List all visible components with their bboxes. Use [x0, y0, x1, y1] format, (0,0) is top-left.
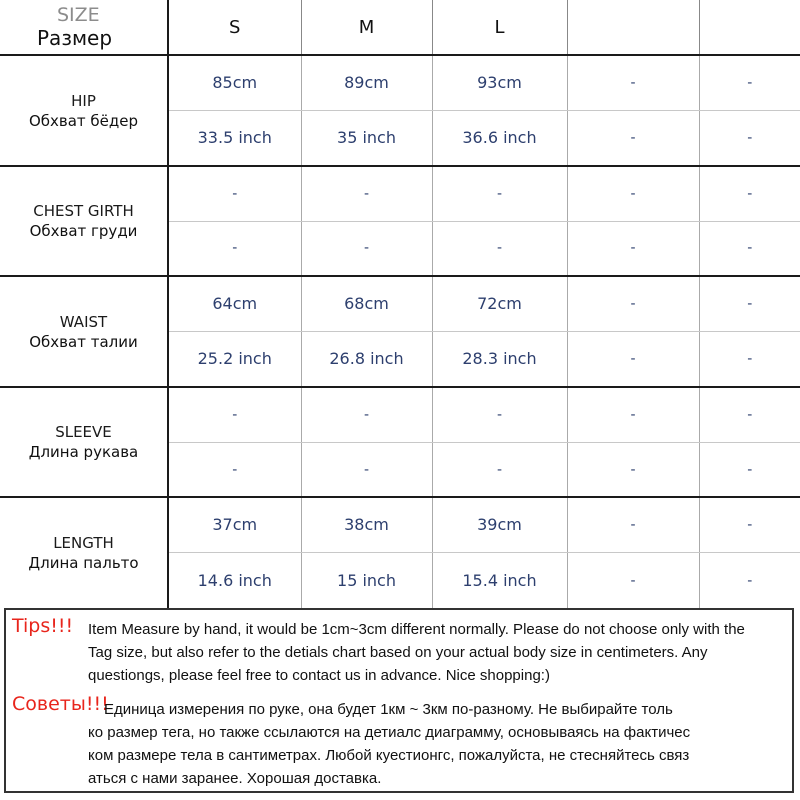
- measurement-label: [0, 276, 168, 387]
- column-header-4: [567, 0, 699, 55]
- value-cell-l: 39cm: [432, 497, 567, 552]
- value-cell-m: 38cm: [301, 497, 432, 552]
- size-label-en: SIZE: [57, 4, 100, 27]
- value-cell-col5: -: [699, 221, 800, 276]
- value-cell-m: -: [301, 387, 432, 442]
- value-cell-col4: -: [567, 166, 699, 221]
- tips-text-en: [14, 618, 786, 687]
- tips-line-ru: аться с нами заранее. Хорошая доставка.: [88, 770, 382, 787]
- value-cell-col4: -: [567, 387, 699, 442]
- value-cell-s: 64cm: [168, 276, 301, 331]
- tips-line-ru: ко размер тега, но также ссылаются на детиалс диаграмму, основываясь на фактичес: [88, 724, 691, 741]
- value-cell-s: 25.2 inch: [168, 332, 301, 387]
- value-cell-m: -: [301, 442, 432, 497]
- measurement-name-ru: Обхват груди: [29, 222, 138, 241]
- value-cell-col5: -: [699, 497, 800, 552]
- column-header-5: [699, 0, 800, 55]
- value-cell-col5: -: [699, 387, 800, 442]
- value-cell-s: 33.5 inch: [168, 111, 301, 166]
- value-cell-s: -: [168, 166, 301, 221]
- value-cell-col5: -: [699, 332, 800, 387]
- value-cell-col5: -: [699, 111, 800, 166]
- measurement-name-en: HIP: [71, 91, 96, 110]
- value-cell-s: 14.6 inch: [168, 553, 301, 608]
- tips-line-ru: ком размере тела в сантиметрах. Любой куестионгс, пожалуйста, не стесняйтесь связ: [88, 747, 690, 764]
- value-cell-m: -: [301, 221, 432, 276]
- value-cell-col4: -: [567, 332, 699, 387]
- table-row: [0, 497, 800, 552]
- table-row: [0, 387, 800, 442]
- value-cell-s: 37cm: [168, 497, 301, 552]
- tips-label-en: Tips!!!: [12, 615, 74, 637]
- value-cell-col4: -: [567, 442, 699, 497]
- tips-line-en: Item Measure by hand, it would be 1cm~3cm different normally. Please do not choose only with the: [88, 621, 745, 638]
- tips-line-en: questiongs, please feel free to contact us in advance. Nice shopping:): [88, 667, 550, 684]
- tips-label-ru: Советы!!!: [12, 693, 109, 715]
- value-cell-s: 85cm: [168, 55, 301, 110]
- measurement-name-en: WAIST: [59, 312, 108, 331]
- value-cell-l: -: [432, 387, 567, 442]
- value-cell-m: -: [301, 166, 432, 221]
- value-cell-l: 36.6 inch: [432, 111, 567, 166]
- value-cell-l: 28.3 inch: [432, 332, 567, 387]
- tips-line-ru: Единица измерения по руке, она будет 1км ~ 3км по-разному. Не выбирайте толь: [104, 701, 673, 718]
- value-cell-l: 72cm: [432, 276, 567, 331]
- value-cell-m: 35 inch: [301, 111, 432, 166]
- measurement-label: [0, 166, 168, 277]
- value-cell-col4: -: [567, 221, 699, 276]
- measurement-name-en: CHEST GIRTH: [33, 202, 134, 221]
- measurement-name-ru: Длина пальто: [28, 554, 139, 573]
- value-cell-col5: -: [699, 442, 800, 497]
- tips-line-en: Tag size, but also refer to the detials chart based on your actual body size in centimeters. Any: [88, 644, 708, 661]
- column-header-l: L: [432, 0, 567, 55]
- value-cell-col5: -: [699, 166, 800, 221]
- measurement-name-ru: Длина рукава: [28, 443, 139, 462]
- measurement-label: [0, 55, 168, 166]
- value-cell-s: -: [168, 221, 301, 276]
- measurement-label: [0, 387, 168, 498]
- value-cell-col4: -: [567, 497, 699, 552]
- value-cell-l: 93cm: [432, 55, 567, 110]
- column-header-m: M: [301, 0, 432, 55]
- measurement-name-ru: Обхват бёдер: [28, 111, 139, 130]
- header-row: [0, 0, 800, 55]
- value-cell-col4: -: [567, 55, 699, 110]
- size-label-ru: Размер: [37, 26, 113, 51]
- value-cell-s: -: [168, 442, 301, 497]
- value-cell-l: -: [432, 221, 567, 276]
- value-cell-l: -: [432, 442, 567, 497]
- measurement-name-en: SLEEVE: [55, 423, 112, 442]
- value-cell-m: 68cm: [301, 276, 432, 331]
- table-row: [0, 166, 800, 221]
- value-cell-col5: -: [699, 55, 800, 110]
- tips-text-ru: [14, 698, 786, 790]
- table-row: [0, 276, 800, 331]
- value-cell-l: 15.4 inch: [432, 553, 567, 608]
- measurement-name-ru: Обхват талии: [29, 332, 138, 351]
- value-cell-col4: -: [567, 553, 699, 608]
- table-row: [0, 55, 800, 110]
- measurement-label: [0, 497, 168, 608]
- value-cell-m: 15 inch: [301, 553, 432, 608]
- value-cell-col5: -: [699, 276, 800, 331]
- column-header-s: S: [168, 0, 301, 55]
- value-cell-col4: -: [567, 111, 699, 166]
- value-cell-s: -: [168, 387, 301, 442]
- value-cell-m: 89cm: [301, 55, 432, 110]
- value-cell-col4: -: [567, 276, 699, 331]
- value-cell-m: 26.8 inch: [301, 332, 432, 387]
- size-header-cell: [0, 0, 168, 55]
- value-cell-l: -: [432, 166, 567, 221]
- tips-box: [4, 608, 794, 793]
- measurement-name-en: LENGTH: [53, 534, 114, 553]
- value-cell-col5: -: [747, 572, 753, 589]
